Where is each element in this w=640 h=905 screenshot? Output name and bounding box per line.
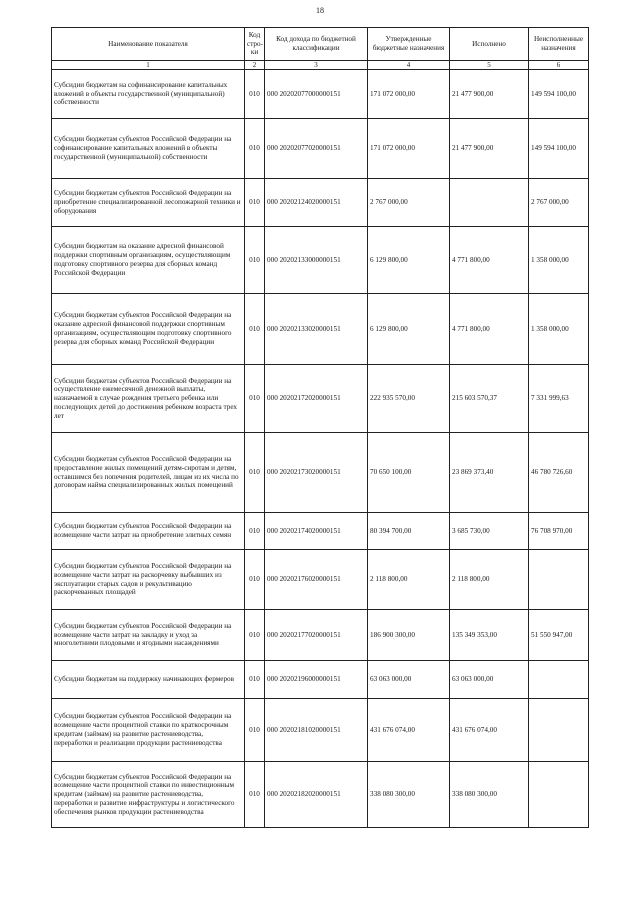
row-unexecuted-cell: 7 331 999,63 (529, 365, 589, 433)
row-unexecuted-cell: 1 358 000,00 (529, 227, 589, 294)
row-executed-cell: 431 676 074,00 (450, 699, 529, 762)
row-unexecuted-cell (529, 550, 589, 610)
row-approved-cell: 6 129 800,00 (368, 294, 450, 365)
row-code-cell: 010 (245, 227, 265, 294)
column-number: 3 (265, 61, 368, 70)
header-unexecuted: Неисполненные назначения (529, 28, 589, 61)
row-unexecuted-cell: 46 780 726,60 (529, 433, 589, 513)
row-code-cell: 010 (245, 294, 265, 365)
row-code-cell: 010 (245, 550, 265, 610)
row-code-cell: 010 (245, 70, 265, 119)
table-row (52, 433, 589, 513)
table-row (52, 179, 589, 227)
row-executed-cell: 63 063 000,00 (450, 661, 529, 699)
row-name-cell: Субсидии бюджетам на поддержку начинающих фермеров (52, 661, 245, 699)
row-kbk-cell: 000 20202177020000151 (265, 610, 368, 661)
row-code-cell: 010 (245, 179, 265, 227)
table-row (52, 119, 589, 179)
column-number: 2 (245, 61, 265, 70)
row-kbk-cell: 000 20202077000000151 (265, 70, 368, 119)
row-name-cell: Субсидии бюджетам на софинансирование капитальных вложений в объекты государственной (муниципальной) собственности (52, 70, 245, 119)
table-row (52, 513, 589, 550)
row-executed-cell: 21 477 900,00 (450, 119, 529, 179)
row-name-cell: Субсидии бюджетам субъектов Российской Федерации на софинансирование капитальных вложений в объекты государственной (муниципальной) собственности (52, 119, 245, 179)
row-kbk-cell: 000 20202172020000151 (265, 365, 368, 433)
row-code-cell: 010 (245, 610, 265, 661)
column-number: 5 (450, 61, 529, 70)
row-name-cell: Субсидии бюджетам субъектов Российской Федерации на возмещение части затрат на раскорчевку выбывших из эксплуатации старых садов и рекультивацию раскорчеванных площадей (52, 550, 245, 610)
row-kbk-cell: 000 20202174020000151 (265, 513, 368, 550)
row-unexecuted-cell: 149 594 100,00 (529, 70, 589, 119)
column-number: 4 (368, 61, 450, 70)
row-name-cell: Субсидии бюджетам субъектов Российской Федерации на осуществление ежемесячной денежной выплаты, назначаемой в случае рождения третьего ребенка или последующих детей до достижения ребенком возраста трех лет (52, 365, 245, 433)
row-approved-cell: 171 072 000,00 (368, 119, 450, 179)
row-approved-cell: 2 118 800,00 (368, 550, 450, 610)
row-kbk-cell: 000 20202173020000151 (265, 433, 368, 513)
row-kbk-cell: 000 20202133000000151 (265, 227, 368, 294)
row-approved-cell: 338 080 300,00 (368, 762, 450, 828)
page-number: 18 (316, 6, 324, 15)
row-executed-cell: 2 118 800,00 (450, 550, 529, 610)
row-executed-cell: 23 869 373,40 (450, 433, 529, 513)
row-approved-cell: 80 394 700,00 (368, 513, 450, 550)
row-name-cell: Субсидии бюджетам субъектов Российской Федерации на возмещение части затрат на закладку и уход за многолетними плодовыми и ягодными насаждениями (52, 610, 245, 661)
header-executed: Исполнено (450, 28, 529, 61)
row-name-cell: Субсидии бюджетам субъектов Российской Федерации на возмещение части затрат на приобретение элитных семян (52, 513, 245, 550)
row-approved-cell: 63 063 000,00 (368, 661, 450, 699)
row-kbk-cell: 000 20202077020000151 (265, 119, 368, 179)
row-approved-cell: 6 129 800,00 (368, 227, 450, 294)
row-code-cell: 010 (245, 661, 265, 699)
table-row (52, 294, 589, 365)
row-name-cell: Субсидии бюджетам субъектов Российской Федерации на предоставление жилых помещений детям-сиротам и детям, оставшимся без попечения родителей, лицам из их числа по договорам найма специализированных жилых помещений (52, 433, 245, 513)
row-executed-cell: 4 771 800,00 (450, 227, 529, 294)
row-unexecuted-cell: 51 550 947,00 (529, 610, 589, 661)
row-code-cell: 010 (245, 365, 265, 433)
row-approved-cell: 186 900 300,00 (368, 610, 450, 661)
row-approved-cell: 171 072 000,00 (368, 70, 450, 119)
row-unexecuted-cell (529, 699, 589, 762)
row-kbk-cell: 000 20202181020000151 (265, 699, 368, 762)
table-row (52, 762, 589, 828)
table-body (52, 70, 589, 828)
row-unexecuted-cell: 2 767 000,00 (529, 179, 589, 227)
table-row (52, 227, 589, 294)
row-kbk-cell: 000 20202176020000151 (265, 550, 368, 610)
header-kbk: Код дохода по бюджетной классификации (265, 28, 368, 61)
row-approved-cell: 222 935 570,00 (368, 365, 450, 433)
row-name-cell: Субсидии бюджетам субъектов Российской Федерации на оказание адресной финансовой поддержки спортивным организациям, осуществляющим подготовку спортивного резерва для сборных команд Российской Федерации (52, 294, 245, 365)
row-approved-cell: 431 676 074,00 (368, 699, 450, 762)
column-number: 1 (52, 61, 245, 70)
row-unexecuted-cell: 1 358 000,00 (529, 294, 589, 365)
row-unexecuted-cell (529, 762, 589, 828)
row-executed-cell (450, 179, 529, 227)
row-code-cell: 010 (245, 762, 265, 828)
table-row (52, 661, 589, 699)
row-unexecuted-cell: 76 708 970,00 (529, 513, 589, 550)
row-kbk-cell: 000 20202196000000151 (265, 661, 368, 699)
row-name-cell: Субсидии бюджетам на оказание адресной финансовой поддержки спортивным организациям, осуществляющим подготовку спортивного резерва для сборных команд Российской Федерации (52, 227, 245, 294)
row-executed-cell: 215 603 570,37 (450, 365, 529, 433)
row-name-cell: Субсидии бюджетам субъектов Российской Федерации на возмещение части процентной ставки по инвестиционным кредитам (займам) на развитие растениеводства, переработки и развитие инфраструктуры и логистического обеспечения рынков продукции растениеводства (52, 762, 245, 828)
header-name: Наименование показателя (52, 28, 245, 61)
row-executed-cell: 338 080 300,00 (450, 762, 529, 828)
row-kbk-cell: 000 20202133020000151 (265, 294, 368, 365)
row-executed-cell: 4 771 800,00 (450, 294, 529, 365)
row-approved-cell: 70 650 100,00 (368, 433, 450, 513)
row-code-cell: 010 (245, 433, 265, 513)
table-row (52, 550, 589, 610)
row-kbk-cell: 000 20202182020000151 (265, 762, 368, 828)
table-row (52, 70, 589, 119)
row-code-cell: 010 (245, 699, 265, 762)
table-row (52, 610, 589, 661)
column-number: 6 (529, 61, 589, 70)
row-approved-cell: 2 767 000,00 (368, 179, 450, 227)
row-unexecuted-cell: 149 594 100,00 (529, 119, 589, 179)
row-name-cell: Субсидии бюджетам субъектов Российской Федерации на приобретение специализированной лесопожарной техники и оборудования (52, 179, 245, 227)
row-executed-cell: 21 477 900,00 (450, 70, 529, 119)
row-executed-cell: 3 685 730,00 (450, 513, 529, 550)
row-unexecuted-cell (529, 661, 589, 699)
row-code-cell: 010 (245, 119, 265, 179)
table-row (52, 365, 589, 433)
row-executed-cell: 135 349 353,00 (450, 610, 529, 661)
row-kbk-cell: 000 20202124020000151 (265, 179, 368, 227)
row-name-cell: Субсидии бюджетам субъектов Российской Федерации на возмещение части процентной ставки по краткосрочным кредитам (займам) на развитие растениеводства, переработки и реализации продукции растениеводства (52, 699, 245, 762)
table-row (52, 699, 589, 762)
table-header-row (52, 28, 589, 61)
header-code: Код стро-ки (245, 28, 265, 61)
header-approved: Утвержденные бюджетные назначения (368, 28, 450, 61)
column-number-row (52, 61, 589, 70)
row-code-cell: 010 (245, 513, 265, 550)
budget-report-table (51, 27, 589, 828)
